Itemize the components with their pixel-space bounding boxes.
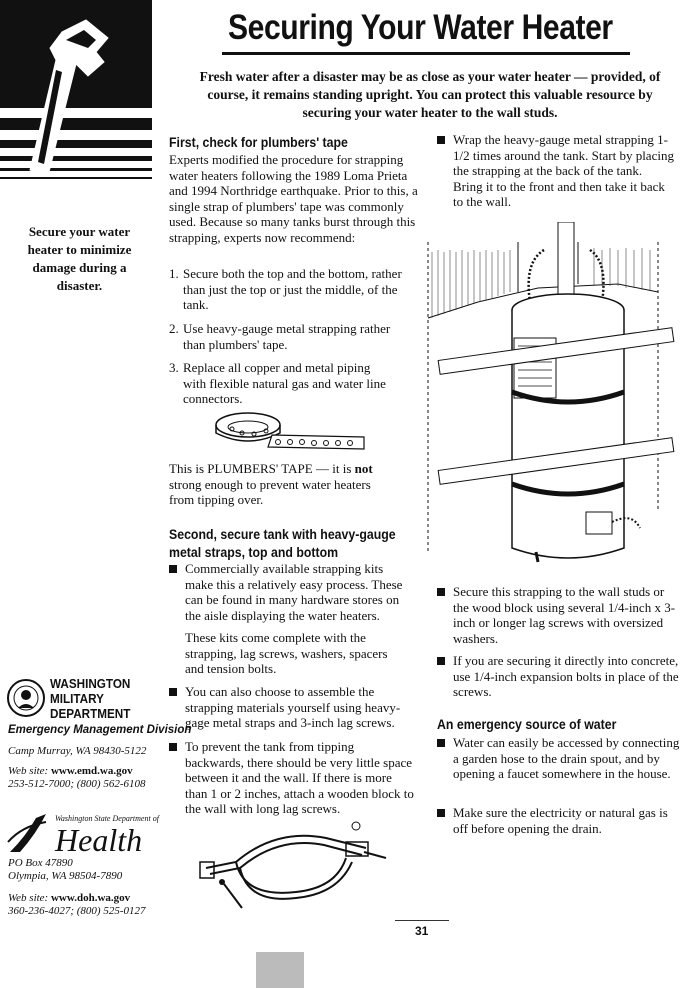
emergency-heading: An emergency source of water (437, 716, 617, 732)
doh-web-link[interactable]: www.doh.wa.gov (50, 892, 131, 904)
wmd-line3: DEPARTMENT (50, 706, 131, 721)
plumbers-tape-caption (169, 461, 399, 508)
wmd-line2: MILITARY (50, 691, 104, 706)
section2-heading-line2: metal straps, top and bottom (169, 544, 339, 560)
section2-heading (169, 525, 396, 561)
bullet-text: Water can easily be accessed by connecting a garden hose to the drain spout, and by opening a faucet somewhere in the house. (453, 735, 680, 781)
step-number: 2. (169, 321, 179, 336)
step-text: Replace all copper and metal piping with flexible natural gas and water line connectors. (183, 360, 386, 406)
bullet-square-icon (437, 739, 445, 747)
wmd-web-label: Web site: (8, 765, 49, 777)
page-number-rule (395, 920, 449, 921)
strap-kit-illustration (196, 818, 396, 919)
doh-logo-icon (6, 812, 54, 861)
doh-health-wordmark: Health (55, 822, 143, 858)
bullet-square-icon (437, 809, 445, 817)
bullet-text: Wrap the heavy-gauge metal strapping 1-1/2 times around the tank. Start by placing the strapping at the back of the tank. Bring it to the front and then take it back to the wall. (453, 132, 674, 209)
doh-city: Olympia, WA 98504-7890 (8, 870, 123, 882)
doh-po-box: PO Box 47890 (8, 857, 73, 869)
wmd-division: Emergency Management Division (8, 724, 192, 736)
bullet-text: Secure this strapping to the wall studs or the wood block using several 1/4-inch x 3-inch or longer lag screws with oversized washers. (453, 584, 676, 646)
page-title: Securing Your Water Heater (228, 8, 613, 47)
doh-department-label: Washington State Department of (55, 814, 159, 823)
step-text: Use heavy-gauge metal strapping rather than plumbers' tape. (183, 321, 391, 352)
bullet-square-icon (437, 588, 445, 596)
page-number: 31 (415, 924, 429, 938)
wmd-line1: WASHINGTON (50, 676, 131, 691)
bullet-text: Make sure the electricity or natural gas is off before opening the drain. (453, 805, 668, 836)
page-tab (256, 952, 304, 988)
bullet-text: Commercially available strapping kits make this a relatively easy process. These can be found in many hardware stores on the aisle displaying the water heaters. (185, 561, 403, 623)
water-heater-illustration (418, 222, 680, 579)
caption-emphasis: not (354, 461, 373, 476)
step-number: 1. (169, 266, 179, 281)
bullet-square-icon (169, 743, 177, 751)
wrench-logo-icon (0, 0, 152, 192)
wmd-web-link[interactable]: www.emd.wa.gov (50, 765, 133, 777)
wmd-phones: 253-512-7000; (800) 562-6108 (8, 778, 146, 790)
bullet-text: To prevent the tank from tipping backwards, there should be very little space between it and the wall. If there is more than 1 or 2 inches, attach a wooden block to the wall with long lag screws. (185, 739, 414, 816)
step-number: 3. (169, 360, 179, 375)
bullet-square-icon (169, 565, 177, 573)
bullet-text: If you are securing it directly into concrete, use 1/4-inch expansion bolts in place of the screws. (453, 653, 679, 699)
plumbers-tape-illustration (212, 405, 368, 460)
doh-web-label: Web site: (8, 892, 49, 904)
wmd-website (8, 764, 133, 778)
caption-part-a: This is PLUMBERS' TAPE — it is (169, 461, 355, 476)
doh-website (8, 891, 130, 905)
section1-heading: First, check for plumbers' tape (169, 134, 348, 150)
title-rule (222, 52, 630, 55)
wmd-address: Camp Murray, WA 98430-5122 (8, 745, 147, 757)
step-text: Secure both the top and the bottom, rather than just the top or just the middle, of the tank. (183, 266, 402, 312)
doh-phones: 360-236-4027; (800) 525-0127 (8, 905, 146, 917)
caption-part-b: strong enough to prevent water heaters from tipping over. (169, 476, 371, 507)
section1-body: Experts modified the procedure for strapping water heaters following the 1989 Loma Prieta and 1994 Northridge earthquake. Prior to this, a single strap of plumbers' tape was commonly used. Because so many tanks burst through this strapping, experts now recommend: (169, 152, 418, 245)
bullet-square-icon (437, 136, 445, 144)
bullet-square-icon (169, 688, 177, 696)
bullet-square-icon (437, 657, 445, 665)
sidebar-tagline: Secure your water heater to minimize damage during a disaster. (27, 224, 132, 293)
kits-note: These kits come complete with the strapping, lag screws, washers, spacers and tension bolts. (185, 630, 388, 676)
intro-paragraph: Fresh water after a disaster may be as close as your water heater — provided, of course, it remains standing upright. You can protect this valuable resource by securing your water heater to the wall studs. (199, 69, 661, 120)
section2-heading-line1: Second, secure tank with heavy-gauge (169, 526, 396, 542)
wmd-seal-icon (6, 678, 46, 723)
bullet-text: You can also choose to assemble the strapping materials yourself using heavy-gage metal straps and 3-inch lag screws. (185, 684, 401, 730)
wmd-name (50, 676, 130, 721)
